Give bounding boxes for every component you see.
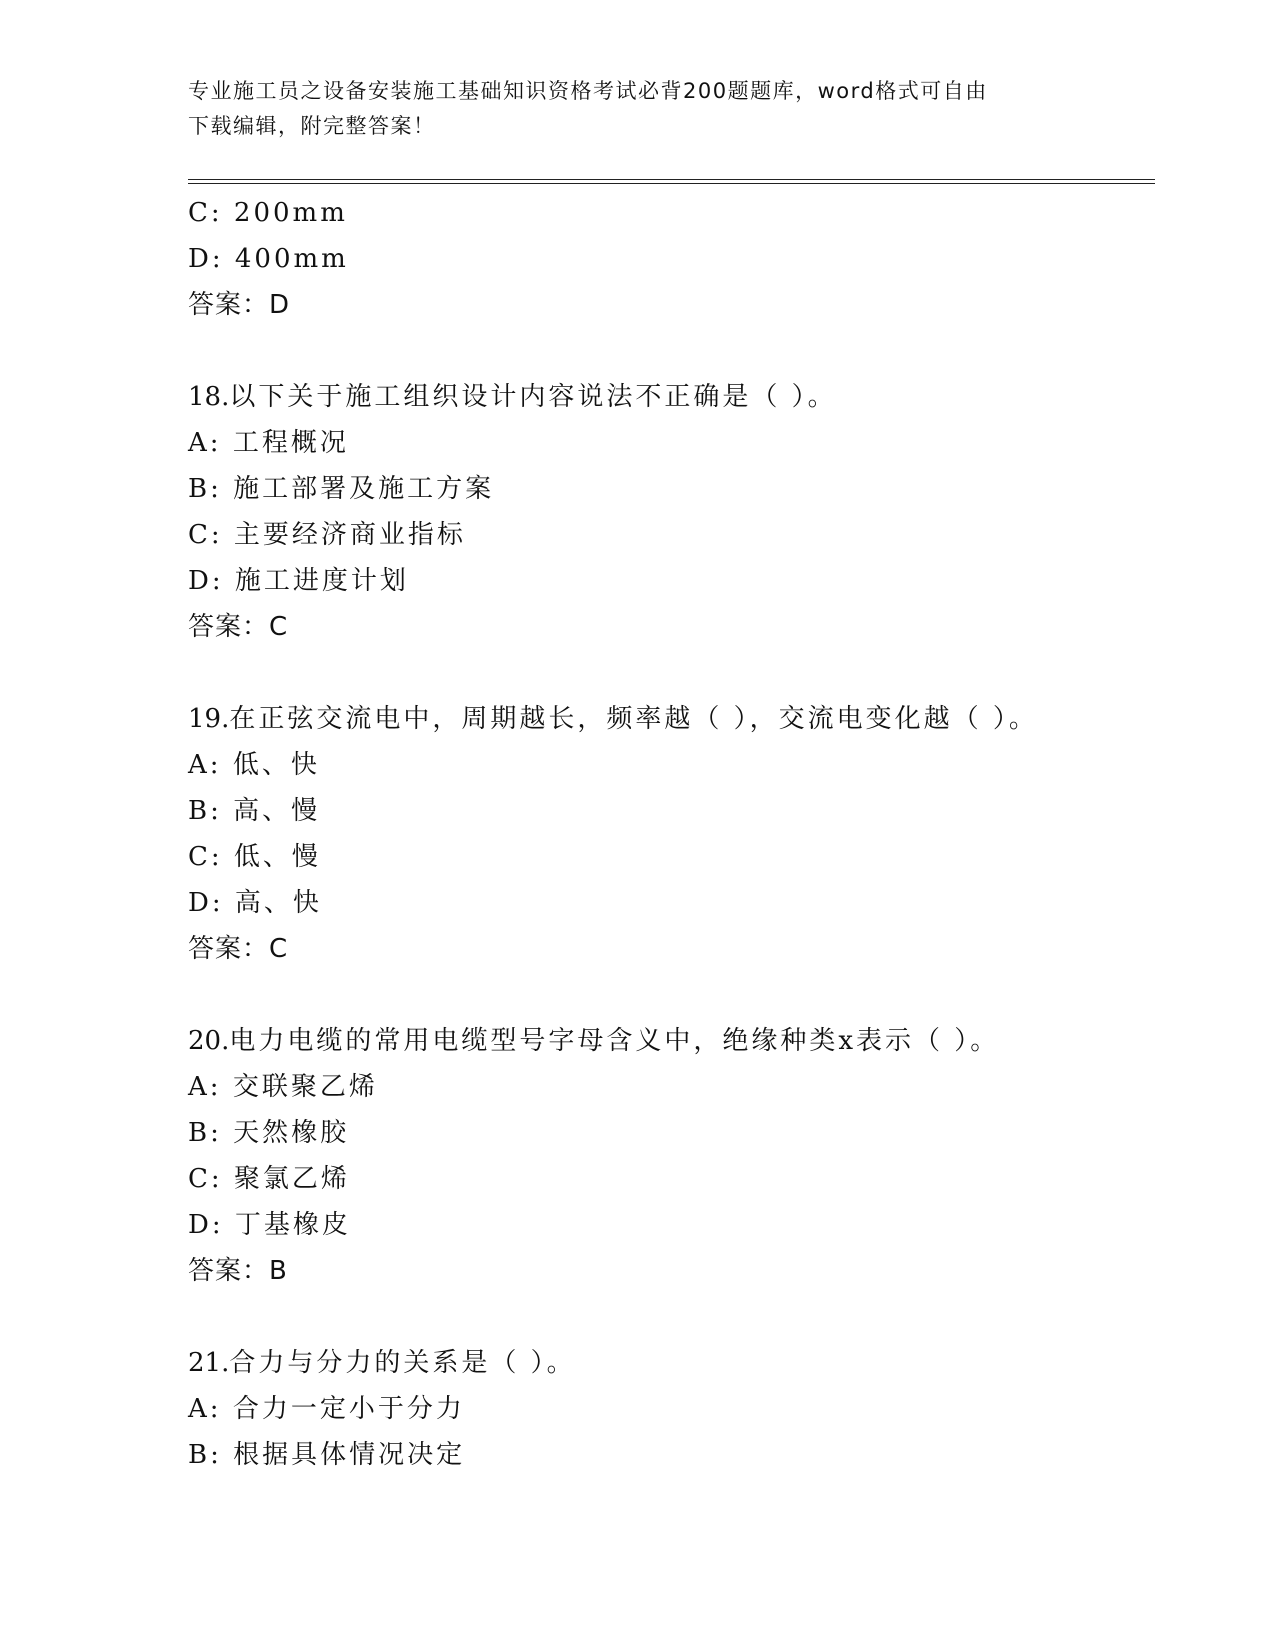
option-letter: D: [188, 566, 224, 596]
option-line [188, 1156, 1148, 1202]
answer-line: 答案：B [188, 1256, 288, 1286]
option-text: 400mm [234, 244, 349, 274]
option-line [188, 558, 1148, 604]
spacer [188, 972, 1148, 1018]
question-text: 电力电缆的常用电缆型号字母含义中，绝缘种类x表示（ ）。 [229, 1026, 1000, 1056]
option-letter: A: [188, 428, 222, 458]
spacer [188, 650, 1148, 696]
option-line [188, 1202, 1148, 1248]
spacer [188, 328, 1148, 374]
option-line [188, 512, 1148, 558]
option-line [188, 880, 1148, 926]
question-stem [188, 374, 1148, 420]
option-text: 低、慢 [233, 842, 321, 872]
previous-question-tail [188, 190, 1148, 328]
question-block [188, 374, 1148, 650]
option-letter: C: [188, 520, 223, 550]
question-list [188, 190, 1148, 1478]
option-line [188, 1386, 1148, 1432]
question-stem [188, 1018, 1148, 1064]
option-text: 天然橡胶 [233, 1118, 350, 1148]
answer-line: 答案：D [188, 290, 291, 320]
option-letter: A: [188, 1072, 222, 1102]
option-letter: B: [188, 796, 222, 826]
option-letter: B: [188, 474, 222, 504]
question-text: 以下关于施工组织设计内容说法不正确是（ ）。 [229, 382, 837, 412]
option-text: 根据具体情况决定 [233, 1440, 466, 1470]
header-divider-top [188, 179, 1155, 180]
option-line [188, 190, 1148, 236]
question-number: 19. [188, 704, 230, 734]
option-letter: B: [188, 1118, 222, 1148]
option-text: 低、快 [232, 750, 320, 780]
option-text: 交联聚乙烯 [232, 1072, 378, 1102]
spacer [188, 1294, 1148, 1340]
option-letter: C: [188, 1164, 223, 1194]
question-number: 20. [188, 1026, 230, 1056]
option-text: 聚氯乙烯 [233, 1164, 350, 1194]
option-line [188, 834, 1148, 880]
option-text: 合力一定小于分力 [232, 1394, 465, 1424]
option-line [188, 742, 1148, 788]
document-header [188, 74, 1088, 144]
option-text: 施工部署及施工方案 [233, 474, 495, 504]
answer-line: 答案：C [188, 612, 289, 642]
option-letter: D: [188, 888, 224, 918]
answer-line: 答案：C [188, 934, 289, 964]
header-line-1: 专业施工员之设备安装施工基础知识资格考试必背200题题库，word格式可自由 [188, 79, 988, 103]
option-text: 200mm [233, 198, 348, 228]
option-text: 丁基橡皮 [234, 1210, 351, 1240]
question-text: 在正弦交流电中，周期越长，频率越（ ），交流电变化越（ ）。 [229, 704, 1038, 734]
option-line [188, 788, 1148, 834]
option-text: 主要经济商业指标 [233, 520, 466, 550]
option-line [188, 236, 1148, 282]
header-divider-bottom [188, 183, 1155, 184]
option-letter: D: [188, 244, 224, 274]
question-text: 合力与分力的关系是（ ）。 [229, 1348, 576, 1378]
option-letter: D: [188, 1210, 224, 1240]
option-letter: C: [188, 842, 223, 872]
option-line [188, 1432, 1148, 1478]
header-line-2: 下载编辑，附完整答案！ [188, 114, 436, 138]
question-block [188, 1018, 1148, 1294]
option-text: 施工进度计划 [234, 566, 409, 596]
option-line [188, 420, 1148, 466]
option-line [188, 1110, 1148, 1156]
question-number: 18. [188, 382, 230, 412]
option-letter: A: [188, 750, 222, 780]
option-letter: C: [188, 198, 223, 228]
option-text: 高、快 [234, 888, 322, 918]
question-stem [188, 696, 1148, 742]
option-text: 工程概况 [232, 428, 349, 458]
option-text: 高、慢 [233, 796, 321, 826]
question-block [188, 696, 1148, 972]
question-block [188, 1340, 1148, 1478]
option-line [188, 466, 1148, 512]
option-line [188, 1064, 1148, 1110]
option-letter: B: [188, 1440, 222, 1470]
question-number: 21. [188, 1348, 230, 1378]
question-stem [188, 1340, 1148, 1386]
option-letter: A: [188, 1394, 222, 1424]
